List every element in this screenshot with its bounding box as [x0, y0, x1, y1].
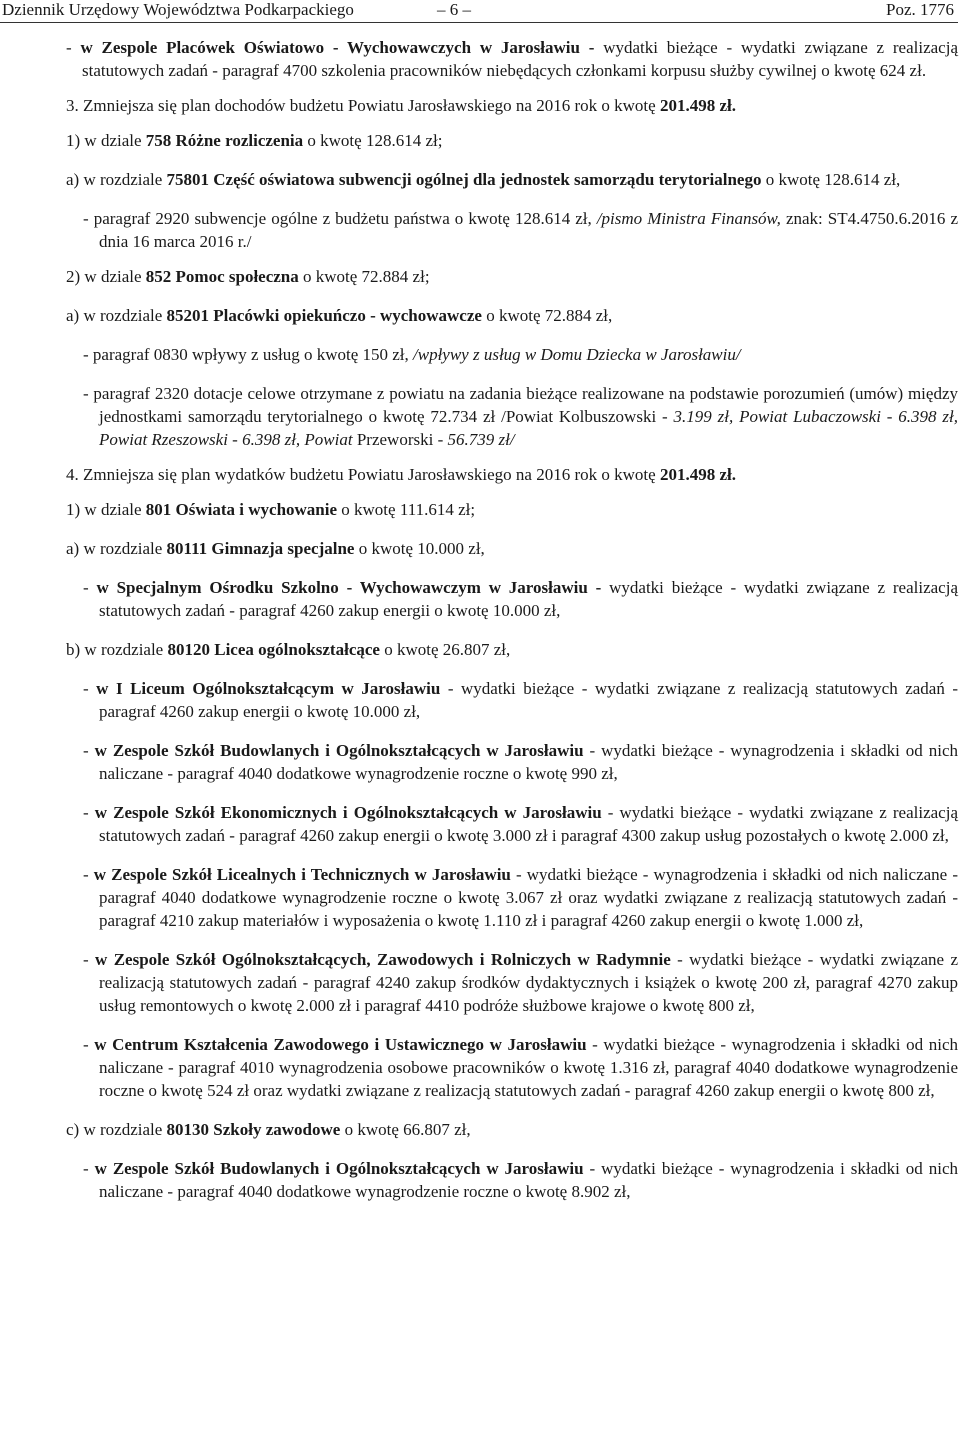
- paragraph-b10: 4. Zmniejsza się plan wydatków budżetu Powiatu Jarosławskiego na 2016 rok o kwotę 201.498 zł.: [66, 465, 736, 484]
- paragraph-b12: a) w rozdziale 80111 Gimnazja specjalne o kwotę 10.000 zł,: [66, 539, 485, 558]
- document-body: [66, 36, 958, 1203]
- paragraph-b5: - paragraf 2920 subwencje ogólne z budżetu państwa o kwotę 128.614 zł, /pismo Ministra Finansów, znak: ST4.4750.6.2016 z dnia 16 marca 2016 r./: [83, 209, 958, 251]
- paragraph-b1: - w Zespole Placówek Oświatowo - Wychowawczych w Jarosławiu - wydatki bieżące - wydatki związane z realizacją statutowych zadań - paragraf 4700 szkolenia pracowników niebędących członkami korpusu służby cywilnej o kwotę 624 zł.: [66, 38, 958, 80]
- paragraph-b2: 3. Zmniejsza się plan dochodów budżetu Powiatu Jarosławskiego na 2016 rok o kwotę 201.498 zł.: [66, 96, 736, 115]
- paragraph-b9: - paragraf 2320 dotacje celowe otrzymane z powiatu na zadania bieżące realizowane na podstawie porozumień (umów) między jednostkami samorządu terytorialnego o kwotę 72.734 zł /Powiat Kolbuszowski - 3.199 zł, Powiat Lubaczowski - 6.398 zł, Powiat Rzeszowski - 6.398 zł, Powiat Przeworski - 56.739 zł/: [83, 384, 958, 449]
- paragraph-b21: c) w rozdziale 80130 Szkoły zawodowe o kwotę 66.807 zł,: [66, 1120, 471, 1139]
- paragraph-b19: - w Zespole Szkół Ogólnokształcących, Zawodowych i Rolniczych w Radymnie - wydatki bieżące - wydatki związane z realizacją statutowych zadań - paragraf 4240 zakup środków dydaktycznych i książek o kwotę 200 zł, paragraf 4270 zakup usług remontowych o kwotę 2.000 zł i paragraf 4410 podróże służbowe krajowe o kwotę 800 zł,: [83, 950, 958, 1015]
- page-number: – 6 –: [437, 0, 471, 19]
- paragraph-b16: - w Zespole Szkół Budowlanych i Ogólnokształcących w Jarosławiu - wydatki bieżące - wynagrodzenia i składki od nich naliczane - paragraf 4040 dodatkowe wynagrodzenie roczne o kwotę 990 zł,: [83, 741, 958, 783]
- paragraph-b6: 2) w dziale 852 Pomoc społeczna o kwotę 72.884 zł;: [66, 267, 430, 286]
- paragraph-b7: a) w rozdziale 85201 Placówki opiekuńczo - wychowawcze o kwotę 72.884 zł,: [66, 306, 613, 325]
- page-header: [0, 0, 958, 23]
- paragraph-b11: 1) w dziale 801 Oświata i wychowanie o kwotę 111.614 zł;: [66, 500, 476, 519]
- paragraph-b14: b) w rozdziale 80120 Licea ogólnokształcące o kwotę 26.807 zł,: [66, 640, 511, 659]
- paragraph-b3: 1) w dziale 758 Różne rozliczenia o kwotę 128.614 zł;: [66, 131, 443, 150]
- paragraph-b22: - w Zespole Szkół Budowlanych i Ogólnokształcących w Jarosławiu - wydatki bieżące - wynagrodzenia i składki od nich naliczane - paragraf 4040 dodatkowe wynagrodzenie roczne o kwotę 8.902 zł,: [83, 1159, 958, 1201]
- paragraph-b4: a) w rozdziale 75801 Część oświatowa subwencji ogólnej dla jednostek samorządu terytorialnego o kwotę 128.614 zł,: [66, 170, 901, 189]
- position-number: Poz. 1776: [886, 0, 954, 19]
- paragraph-b13: - w Specjalnym Ośrodku Szkolno - Wychowawczym w Jarosławiu - wydatki bieżące - wydatki związane z realizacją statutowych zadań - paragraf 4260 zakup energii o kwotę 10.000 zł,: [83, 578, 958, 620]
- paragraph-b15: - w I Liceum Ogólnokształcącym w Jarosławiu - wydatki bieżące - wydatki związane z realizacją statutowych zadań - paragraf 4260 zakup energii o kwotę 10.000 zł,: [83, 679, 959, 721]
- paragraph-b18: - w Zespole Szkół Licealnych i Technicznych w Jarosławiu - wydatki bieżące - wynagrodzenia i składki od nich naliczane - paragraf 4040 dodatkowe wynagrodzenie roczne o kwotę 3.067 zł oraz wydatki związane z realizacją statutowych zadań - paragraf 4210 zakup materiałów i wyposażenia o kwotę 1.110 zł i paragraf 4260 zakup energii o kwotę 1.000 zł,: [83, 865, 958, 930]
- paragraph-b8: - paragraf 0830 wpływy z usług o kwotę 150 zł, /wpływy z usług w Domu Dziecka w Jarosławiu/: [83, 345, 741, 364]
- paragraph-b20: - w Centrum Kształcenia Zawodowego i Ustawicznego w Jarosławiu - wydatki bieżące - wynagrodzenia i składki od nich naliczane - paragraf 4010 wynagrodzenia osobowe pracowników o kwotę 1.316 zł, paragraf 4040 dodatkowe wynagrodzenie roczne o kwotę 524 zł oraz wydatki związane z realizacją statutowych zadań - paragraf 4260 zakup energii o kwotę 800 zł,: [83, 1035, 958, 1100]
- journal-title: Dziennik Urzędowy Województwa Podkarpackiego: [2, 0, 354, 19]
- paragraph-b17: - w Zespole Szkół Ekonomicznych i Ogólnokształcących w Jarosławiu - wydatki bieżące - wydatki związane z realizacją statutowych zadań - paragraf 4260 zakup energii o kwotę 3.000 zł i paragraf 4300 zakup usług pozostałych o kwotę 2.000 zł,: [83, 803, 958, 845]
